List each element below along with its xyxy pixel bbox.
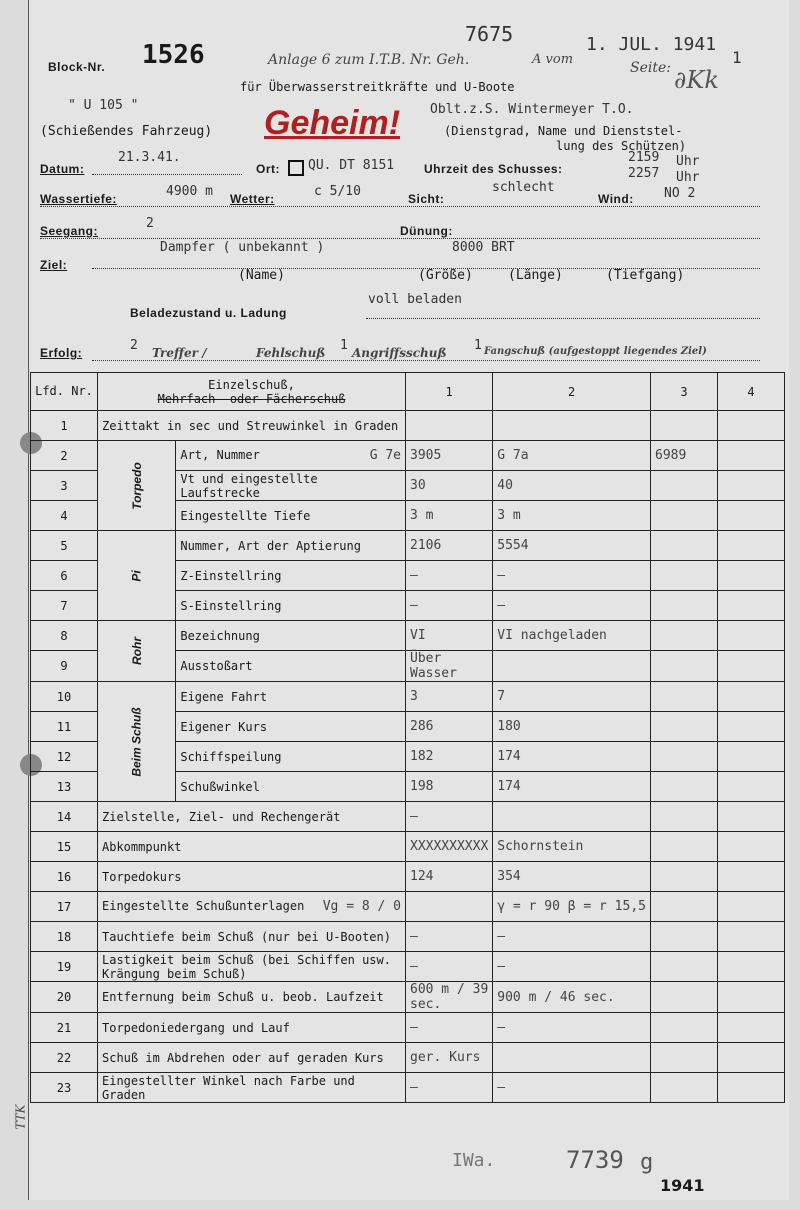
row-label-text: Eingestellte Schußunterlagen [102, 899, 305, 913]
value-col-2: – [493, 922, 651, 952]
uhr-2: Uhr [676, 170, 700, 185]
group-beim_schuss [98, 682, 176, 802]
value-col-4 [718, 832, 785, 862]
value-col-2: VI nachgeladen [493, 621, 651, 651]
row-label [176, 591, 406, 621]
vessel-name: " U 105 " [68, 98, 139, 113]
wassertiefe-value: 4900 m [166, 184, 213, 199]
table-row [31, 1073, 785, 1103]
value-col-4 [718, 982, 785, 1013]
ort-box [288, 160, 304, 176]
value-col-1: – [406, 1013, 493, 1043]
value-col-3 [651, 561, 718, 591]
ort-value: QU. DT 8151 [308, 158, 395, 173]
row-label-text: Ausstoßart [180, 659, 253, 673]
table-row [31, 862, 785, 892]
row-number: 1 [31, 411, 98, 441]
uhrzeit-2: 2257 [628, 166, 660, 181]
value-col-3 [651, 922, 718, 952]
row-label-text: Lastigkeit beim Schuß (bei Schiffen usw. Krängung beim Schuß) [102, 952, 391, 981]
row-label-text: Entfernung beim Schuß u. beob. Laufzeit [102, 990, 384, 1004]
value-col-4 [718, 501, 785, 531]
value-col-2: – [493, 561, 651, 591]
value-col-1: XXXXXXXXXX [406, 832, 493, 862]
value-col-4 [718, 471, 785, 501]
table-row [31, 982, 785, 1013]
shooter-label-2: lung des Schützen) [556, 139, 687, 153]
value-col-4 [718, 712, 785, 742]
value-col-4 [718, 651, 785, 682]
row-label-text: Vt und eingestellte Laufstrecke [180, 471, 318, 500]
row-label-text: Torpedokurs [102, 869, 182, 884]
row-number: 18 [31, 922, 98, 952]
value-col-1: 3 [406, 682, 493, 712]
head-nr: Lfd. Nr. [31, 373, 98, 411]
shooter-name: Oblt.z.S. Wintermeyer T.O. [430, 102, 634, 117]
row-label-text: Tauchtiefe beim Schuß (nur bei U-Booten) [102, 929, 391, 944]
row-number: 3 [31, 471, 98, 501]
handwritten-initials: ∂Kk [674, 66, 719, 94]
value-col-1: 30 [406, 471, 493, 501]
value-col-3 [651, 531, 718, 561]
row-number: 13 [31, 772, 98, 802]
beladezustand-label: Beladezustand u. Ladung [130, 306, 287, 320]
group-torpedo [98, 441, 176, 531]
row-label [176, 742, 406, 772]
row-label [98, 862, 406, 892]
head-title [98, 373, 406, 411]
row-label [176, 471, 406, 501]
value-col-4 [718, 441, 785, 471]
value-col-4 [718, 892, 785, 922]
row-number: 10 [31, 682, 98, 712]
head-col-3: 3 [651, 373, 718, 411]
value-col-4 [718, 922, 785, 952]
value-col-3 [651, 742, 718, 772]
row-label-text: Zeittakt in sec und Streuwinkel in Graden [102, 418, 399, 433]
row-label [98, 982, 406, 1013]
value-col-2: Schornstein [493, 832, 651, 862]
head-col-2: 2 [493, 373, 651, 411]
value-col-2: – [493, 1073, 651, 1103]
row-label-text: Bezeichnung [180, 628, 260, 643]
value-col-2 [493, 411, 651, 441]
value-col-1: – [406, 952, 493, 982]
uhrzeit-1: 2159 [628, 150, 660, 165]
value-col-1: 124 [406, 862, 493, 892]
sicht-value: schlecht [492, 180, 555, 195]
head-title-2: Mehrfach- oder Fächerschuß [157, 391, 346, 406]
ort-label: Ort: [256, 162, 280, 176]
row-label-text: Z-Einstellring [180, 568, 282, 583]
row-label-text: Art, Nummer [180, 448, 260, 462]
row-label [176, 772, 406, 802]
row-number: 11 [31, 712, 98, 742]
value-col-3 [651, 471, 718, 501]
row-number: 17 [31, 892, 98, 922]
value-col-1: 286 [406, 712, 493, 742]
value-col-3 [651, 952, 718, 982]
row-label-text: S-Einstellring [180, 598, 282, 613]
value-col-3 [651, 1073, 718, 1103]
group-label: Pi [129, 569, 144, 582]
row-number: 2 [31, 441, 98, 471]
uhr-1: Uhr [676, 154, 700, 169]
seegang-label: Seegang: [40, 224, 99, 238]
row-number: 20 [31, 982, 98, 1013]
ziel-label: Ziel: [40, 258, 68, 272]
vessel-label: (Schießendes Fahrzeug) [40, 124, 213, 139]
row-label [98, 411, 406, 441]
row-number: 23 [31, 1073, 98, 1103]
fang-count: 1 [474, 338, 482, 353]
row-label [98, 802, 406, 832]
value-col-3 [651, 772, 718, 802]
row-label [98, 1073, 406, 1103]
row-label-text: Abkommpunkt [102, 839, 182, 854]
value-col-2 [493, 651, 651, 682]
footer-stamp-suffix: g [640, 1150, 654, 1175]
datum-label: Datum: [40, 162, 85, 176]
table-row [31, 802, 785, 832]
treffer-label: Treffer / [152, 346, 207, 360]
wind-value: NO 2 [664, 186, 696, 201]
value-col-2: γ = r 90 β = r 15,5 [493, 892, 651, 922]
value-col-1: – [406, 802, 493, 832]
seegang-value: 2 [146, 216, 154, 231]
row-label [98, 1043, 406, 1073]
side-mark: TTK [13, 1104, 28, 1130]
value-col-3 [651, 892, 718, 922]
value-col-1: 600 m / 39 sec. [406, 982, 493, 1013]
value-col-3 [651, 591, 718, 621]
value-col-1: – [406, 561, 493, 591]
value-col-1: 3905 [406, 441, 493, 471]
row-label [98, 892, 406, 922]
value-col-4 [718, 1073, 785, 1103]
row-number: 19 [31, 952, 98, 982]
value-col-1: – [406, 1073, 493, 1103]
value-col-1: – [406, 591, 493, 621]
uhrzeit-label: Uhrzeit des Schusses: [424, 162, 563, 176]
value-col-3 [651, 802, 718, 832]
form-subtitle: für Überwasserstreitkräfte und U-Boote [240, 80, 515, 94]
name-label: (Name) [238, 268, 285, 283]
footer-year: 1941 [660, 1176, 705, 1195]
row-number: 6 [31, 561, 98, 591]
row-extra: Vg = 8 / 0 [322, 899, 401, 914]
value-col-1: ger. Kurs [406, 1043, 493, 1073]
group-pi [98, 531, 176, 621]
treffer-count: 2 [130, 338, 138, 353]
table-row [31, 1013, 785, 1043]
stamp-number: 7675 [465, 22, 514, 46]
value-col-3 [651, 862, 718, 892]
secret-stamp: Geheim! [264, 104, 401, 142]
value-col-3: 6989 [651, 441, 718, 471]
a-vom: A vom [532, 52, 574, 67]
value-col-4 [718, 561, 785, 591]
row-label [176, 501, 406, 531]
row-label [176, 561, 406, 591]
value-col-4 [718, 742, 785, 772]
value-col-2: 7 [493, 682, 651, 712]
footer-stamp-number: 7739 [566, 1146, 624, 1174]
row-number: 5 [31, 531, 98, 561]
value-col-2: 354 [493, 862, 651, 892]
value-col-1: 198 [406, 772, 493, 802]
head-col-1: 1 [406, 373, 493, 411]
row-number: 14 [31, 802, 98, 832]
value-col-2: 40 [493, 471, 651, 501]
value-col-2 [493, 802, 651, 832]
table-row [31, 832, 785, 862]
seite-value: 1 [732, 48, 742, 67]
row-label-text: Zielstelle, Ziel- und Rechengerät [102, 809, 341, 824]
row-label [98, 952, 406, 982]
seite-label: Seite: [630, 60, 671, 76]
wetter-value: c 5/10 [314, 184, 361, 199]
value-col-3 [651, 501, 718, 531]
laenge-label: (Länge) [508, 268, 563, 283]
table-row [31, 682, 785, 712]
row-label [176, 531, 406, 561]
line-dots [40, 206, 760, 207]
table-row [31, 922, 785, 952]
fehlschuss-label: Fehlschuß [256, 346, 326, 360]
shooter-label-1: (Dienstgrad, Name und Dienststel- [444, 124, 683, 138]
tiefgang-label: (Tiefgang) [606, 268, 685, 283]
value-col-1: VI [406, 621, 493, 651]
head-col-4: 4 [718, 373, 785, 411]
value-col-3 [651, 621, 718, 651]
row-label [176, 651, 406, 682]
value-col-2: – [493, 952, 651, 982]
row-label-text: Eingestellter Winkel nach Farbe und Graden [102, 1073, 355, 1102]
value-col-3 [651, 712, 718, 742]
row-label [98, 832, 406, 862]
table-row [31, 1043, 785, 1073]
value-col-3 [651, 832, 718, 862]
row-label [176, 621, 406, 651]
value-col-1: Über Wasser [406, 651, 493, 682]
line-dots [40, 238, 760, 239]
value-col-2: G 7a [493, 441, 651, 471]
row-label-text: Nummer, Art der Aptierung [180, 538, 361, 553]
value-col-4 [718, 862, 785, 892]
group-label: Torpedo [129, 461, 144, 510]
row-number: 21 [31, 1013, 98, 1043]
line-dots [366, 318, 760, 319]
value-col-2: – [493, 591, 651, 621]
group-label: Beim Schuß [129, 706, 144, 777]
row-label [176, 682, 406, 712]
value-col-1 [406, 892, 493, 922]
row-number: 9 [31, 651, 98, 682]
value-col-1: – [406, 922, 493, 952]
stamp-date: 1. JUL. 1941 [586, 34, 717, 55]
row-extra: G 7e [369, 448, 401, 463]
value-col-2: – [493, 1013, 651, 1043]
value-col-2: 174 [493, 772, 651, 802]
value-col-1: 3 m [406, 501, 493, 531]
row-label-text: Schiffspeilung [180, 749, 282, 764]
wetter-label: Wetter: [230, 192, 275, 206]
wassertiefe-label: Wassertiefe: [40, 192, 117, 206]
row-label-text: Torpedoniedergang und Lauf [102, 1020, 290, 1035]
row-label [98, 1013, 406, 1043]
row-label [176, 441, 406, 471]
row-label-text: Schuß im Abdrehen oder auf geraden Kurs [102, 1050, 384, 1065]
value-col-1: 182 [406, 742, 493, 772]
value-col-4 [718, 802, 785, 832]
row-number: 12 [31, 742, 98, 772]
row-label [176, 712, 406, 742]
angriff-label: Angriffsschuß [352, 346, 447, 360]
value-col-2: 174 [493, 742, 651, 772]
row-label-text: Eigener Kurs [180, 719, 268, 734]
fang-label: Fangschuß (aufgestoppt liegendes Ziel) [484, 346, 707, 357]
block-number: 1526 [142, 40, 205, 70]
value-col-4 [718, 772, 785, 802]
value-col-4 [718, 531, 785, 561]
value-col-4 [718, 682, 785, 712]
value-col-2 [493, 1043, 651, 1073]
row-number: 8 [31, 621, 98, 651]
groesse-label: (Größe) [418, 268, 473, 283]
table-row [31, 892, 785, 922]
value-col-3 [651, 982, 718, 1013]
line-dots [92, 360, 760, 361]
duenung-label: Dünung: [400, 224, 453, 238]
shot-table [30, 372, 785, 1103]
beladezustand-value: voll beladen [368, 292, 462, 307]
table-header [31, 373, 785, 411]
table-row [31, 621, 785, 651]
value-col-3 [651, 1013, 718, 1043]
value-col-2: 5554 [493, 531, 651, 561]
value-col-3 [651, 1043, 718, 1073]
row-label-text: Eingestellte Tiefe [180, 508, 311, 523]
row-number: 15 [31, 832, 98, 862]
row-number: 7 [31, 591, 98, 621]
block-label: Block-Nr. [48, 60, 106, 74]
row-number: 22 [31, 1043, 98, 1073]
value-col-2: 180 [493, 712, 651, 742]
value-col-1 [406, 411, 493, 441]
table-row [31, 441, 785, 471]
table-row [31, 411, 785, 441]
row-label-text: Eigene Fahrt [180, 689, 268, 704]
footer-stamp-prefix: IWa. [452, 1150, 496, 1171]
value-col-2: 900 m / 46 sec. [493, 982, 651, 1013]
erfolg-label: Erfolg: [40, 346, 83, 360]
value-col-4 [718, 621, 785, 651]
value-col-3 [651, 682, 718, 712]
table-row [31, 531, 785, 561]
table-row [31, 952, 785, 982]
row-label [98, 922, 406, 952]
ziel-groesse: 8000 BRT [452, 240, 515, 255]
datum-dots [92, 174, 242, 175]
group-label: Rohr [129, 637, 144, 665]
sicht-label: Sicht: [408, 192, 445, 206]
angriff-count: 1 [340, 338, 348, 353]
value-col-4 [718, 1043, 785, 1073]
anlage-line: Anlage 6 zum I.T.B. Nr. Geh. [268, 52, 470, 68]
row-label-text: Schußwinkel [180, 779, 260, 794]
ziel-value: Dampfer ( unbekannt ) [160, 240, 325, 255]
value-col-3 [651, 411, 718, 441]
row-number: 16 [31, 862, 98, 892]
head-title-1: Einzelschuß, [208, 377, 295, 392]
value-col-4 [718, 952, 785, 982]
value-col-1: 2106 [406, 531, 493, 561]
datum-value: 21.3.41. [118, 150, 181, 165]
value-col-3 [651, 651, 718, 682]
value-col-4 [718, 591, 785, 621]
group-rohr [98, 621, 176, 682]
row-number: 4 [31, 501, 98, 531]
value-col-4 [718, 1013, 785, 1043]
wind-label: Wind: [598, 192, 634, 206]
value-col-2: 3 m [493, 501, 651, 531]
value-col-4 [718, 411, 785, 441]
